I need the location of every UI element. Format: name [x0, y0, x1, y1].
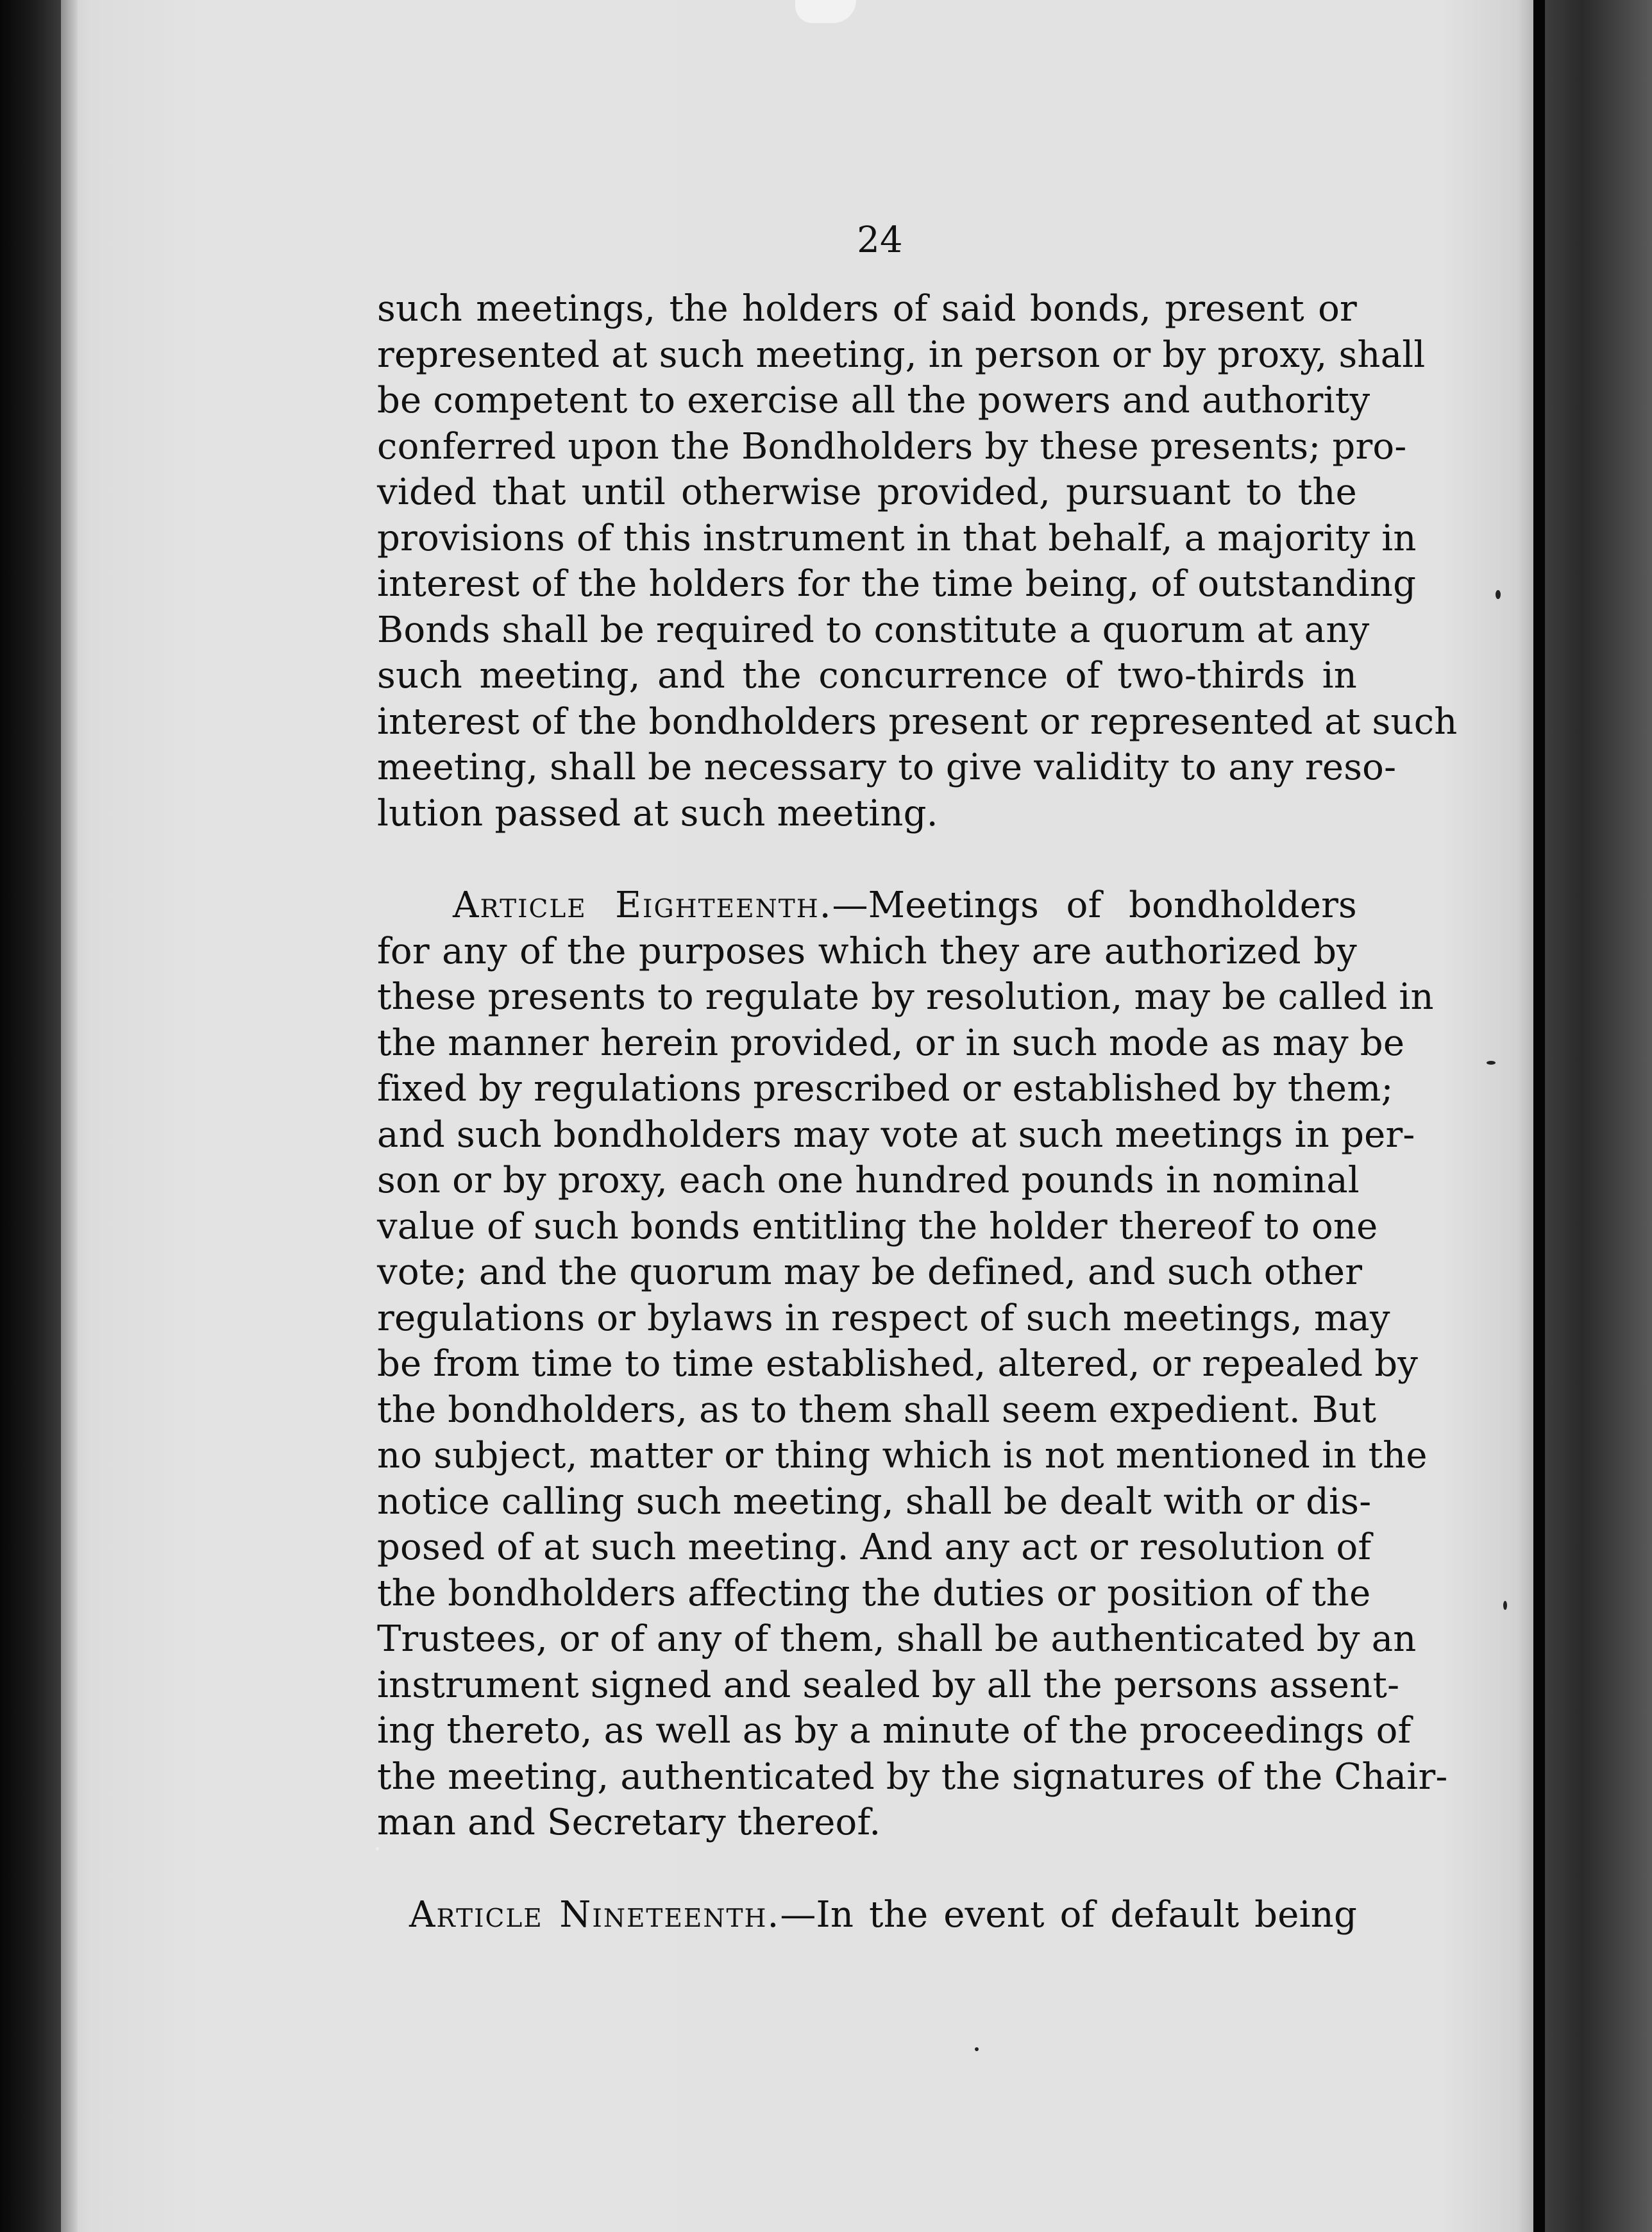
text-line: vided that until otherwise provided, pursuant to the: [377, 471, 1357, 513]
right-next-page-edge: [1545, 0, 1652, 2232]
text-line: the bondholders affecting the duties or position of the: [377, 1572, 1371, 1614]
text-line: be competent to exercise all the powers and authority: [377, 380, 1370, 421]
scan-speck: [1487, 1061, 1496, 1065]
left-binding-edge: [0, 0, 61, 2232]
text-line: regulations or bylaws in respect of such meetings, may: [377, 1297, 1390, 1339]
page-number: 24: [857, 219, 903, 261]
paragraph-gap: [377, 1846, 1357, 1892]
scan-speck: [975, 2047, 979, 2051]
text-line: provisions of this instrument in that behalf, a majority in: [377, 517, 1417, 559]
text-line: value of such bonds entitling the holder thereof to one: [377, 1205, 1378, 1247]
article-first-line-text: —In the event of default being: [780, 1893, 1357, 1936]
article-first-line: [377, 883, 1357, 929]
text-line: notice calling such meeting, shall be dealt with or dis-: [377, 1480, 1372, 1523]
text-line: vote; and the quorum may be defined, and such other: [377, 1251, 1363, 1293]
scan-speck: [1503, 1601, 1507, 1610]
text-line: these presents to regulate by resolution, may be called in: [377, 976, 1434, 1018]
text-line: ing thereto, as well as by a minute of the proceedings of: [377, 1710, 1412, 1752]
text-line: for any of the purposes which they are authorized by: [377, 930, 1357, 972]
text-line: the bondholders, as to them shall seem expedient. But: [377, 1389, 1377, 1431]
text-line: posed of at such meeting. And any act or resolution of: [377, 1526, 1372, 1568]
article-first-line: [377, 1892, 1357, 1938]
text-line: be from time to time established, altered, or repealed by: [377, 1343, 1419, 1385]
scan-speck: [1496, 590, 1501, 599]
article-heading: Article Nineteenth.: [409, 1893, 780, 1936]
text-line: interest of the bondholders present or represented at such: [377, 700, 1458, 743]
text-line: Trustees, or of any of them, shall be authenticated by an: [377, 1618, 1417, 1660]
paper-gutter-shadow: [61, 0, 78, 2232]
text-line: man and Secretary thereof.: [377, 1802, 881, 1843]
paragraph-continuation: [377, 286, 1458, 836]
text-line: represented at such meeting, in person or by proxy, shall: [377, 334, 1426, 376]
text-line: the manner herein provided, or in such mode as may be: [377, 1022, 1405, 1064]
text-line: no subject, matter or thing which is not mentioned in the: [377, 1435, 1428, 1476]
text-line: instrument signed and sealed by all the persons assent-: [377, 1664, 1400, 1706]
text-line: such meetings, the holders of said bonds, present or: [377, 288, 1357, 330]
text-line: interest of the holders for the time being, of outstanding: [377, 563, 1417, 605]
text-line: son or by proxy, each one hundred pounds in nominal: [377, 1160, 1360, 1201]
paragraph-gap: [377, 836, 1357, 883]
text-line: lution passed at such meeting.: [377, 792, 938, 834]
text-line: conferred upon the Bondholders by these presents; pro-: [377, 425, 1407, 468]
article-eighteenth: [377, 883, 1448, 1846]
text-line: Bonds shall be required to constitute a quorum at any: [377, 609, 1370, 651]
right-page-gap: [1533, 0, 1545, 2232]
text-line: such meeting, and the concurrence of two-thirds in: [377, 655, 1357, 697]
article-nineteenth: [377, 1892, 1357, 1938]
text-line: and such bondholders may vote at such meetings in per-: [377, 1113, 1415, 1156]
text-line: meeting, shall be necessary to give validity to any reso-: [377, 747, 1397, 788]
text-line: fixed by regulations prescribed or established by them;: [377, 1068, 1394, 1110]
document-body: [377, 212, 1458, 1938]
article-heading: Article Eighteenth.: [453, 884, 832, 926]
text-line: the meeting, authenticated by the signatures of the Chair-: [377, 1755, 1448, 1798]
article-first-line-text: —Meetings of bondholders: [832, 884, 1357, 926]
